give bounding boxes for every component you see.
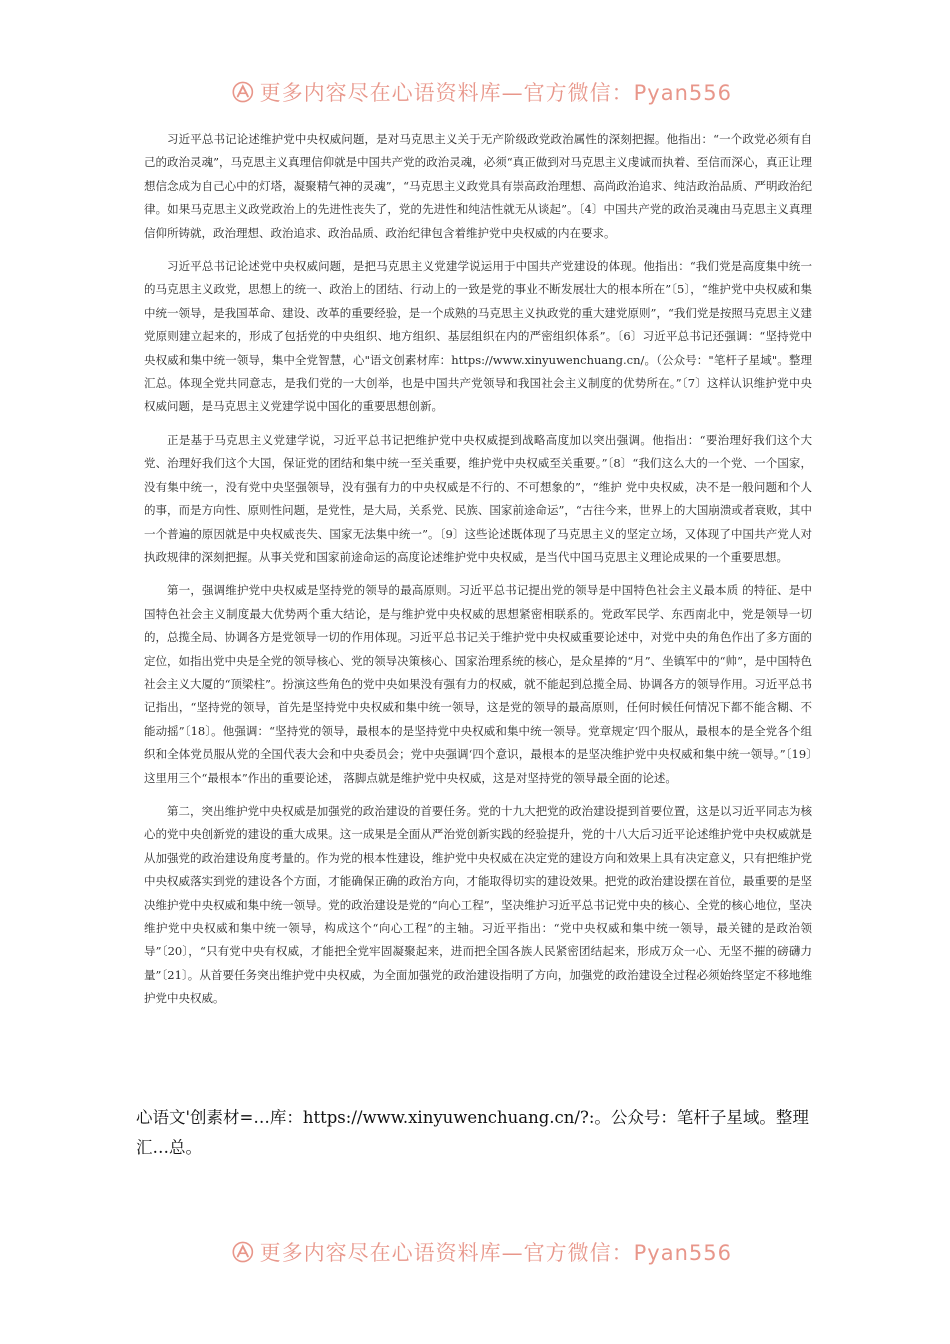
- paragraph-4: 第一，强调维护党中央权威是坚持党的领导的最高原则。习近平总书记提出党的领导是中国特色社会主义最本质 的特征、是中国特色社会主义制度最大优势两个重大结论，是与维护党中央权威的思想紧密相联系的。党政军民学、东西南北中，党是领导一切的，总揽全局、协调各方是党领导一切的作用体现。习近平总书记关于维护党中央权威重要论述中，对党中央的角色作出了多方面的定位，如指出党中央是全党的领导核心、党的领导决策核心、国家治理系统的核心，是众星捧的“月”、坐镇军中的“帅”，是中国特色社会主义大厦的“顶梁柱”。扮演这些角色的党中央如果没有强有力的权威，就不能起到总揽全局、协调各方的领导作用。习近平总书记指出，“坚持党的领导，首先是坚持党中央权威和集中统一领导，这是党的领导的最高原则，任何时候任何情况下都不能含糊、不能动摇”〔18〕。他强调：“坚持党的领导，最根本的是坚持党中央权威和集中统一领导。党章规定‘四个服从，最根本的是全党各个组织和全体党员服从党的全国代表大会和中央委员会；党中央强调‘四个意识，最根本的是坚决维护党中央权威和集中统一领导。”〔19〕这里用三个“最根本”作出的重要论述， 落脚点就是维护党中央权威，这是对坚持党的领导最全面的论述。: [144, 583, 812, 785]
- header-banner: [232, 74, 732, 110]
- paragraph-1: 习近平总书记论述维护党中央权威问题，是对马克思主义关于无产阶级政党政治属性的深刻把握。他指出：“一个政党必须有自己的政治灵魂”，马克思主义真理信仰就是中国共产党的政治灵魂，必须“真正做到对马克思主义虔诚而执着、至信而深心，真正让理想信念成为自己心中的灯塔，凝聚精气神的灵魂”，“马克思主义政党具有崇高政治理想、高尚政治追求、纯洁政治品质、严明政治纪律。如果马克思主义政党政治上的先进性丧失了，党的先进性和纯洁性就无从谈起”。〔4〕中国共产党的政治灵魂由马克思主义真理信仰所铸就，政治理想、政治追求、政治品质、政治纪律包含着维护党中央权威的内在要求。: [144, 132, 812, 240]
- logo-icon: [232, 1235, 254, 1269]
- logo-icon: [232, 75, 254, 109]
- footer-banner: [232, 1234, 732, 1270]
- source-note: 心语文'创素材=…库：https://www.xinyuwenchuang.cn/?:。公众号：笔杆子星域。整理汇…总。: [136, 1108, 809, 1157]
- banner-text: 更多内容尽在心语资料库—官方微信：Pyan556: [259, 81, 732, 105]
- paragraph-3: 正是基于马克思主义党建学说，习近平总书记把维护党中央权威提到战略高度加以突出强调。他指出：“要治理好我们这个大党、治理好我们这个大国，保证党的团结和集中统一至关重要，维护党中央权威至关重要。”〔8〕“我们这么大的一个党、一个国家，没有集中统一，没有党中央坚强领导，没有强有力的中央权威是不行的、不可想象的”，“维护 党中央权威，决不是一般问题和个人的事，而是方向性、原则性问题，是党性，是大局，关系党、民族、国家前途命运”，“古往今来，世界上的大国崩溃或者衰败，其中一个普遍的原因就是中央权威丧失、国家无法集中统一”。〔9〕这些论述既体现了马克思主义的坚定立场，又体现了中国共产党人对执政规律的深刻把握。从事关党和国家前途命运的高度论述维护党中央权威，是当代中国马克思主义理论成果的一个重要思想。: [144, 432, 812, 564]
- paragraph-5: 第二，突出维护党中央权威是加强党的政治建设的首要任务。党的十九大把党的政治建设提到首要位置，这是以习近平同志为核心的党中央创新党的建设的重大成果。这一成果是全面从严治党创新实践的经验提升，党的十八大后习近平论述维护党中央权威就是从加强党的政治建设角度考量的。作为党的根本性建设，维护党中央权威在决定党的建设方向和效果上具有决定意义，只有把维护党中央权威落实到党的建设各个方面，才能确保正确的政治方向，才能取得切实的建设效果。把党的政治建设摆在首位，最重要的是坚决维护党中央权威和集中统一领导。党的政治建设是党的“向心工程”，坚决维护习近平总书记党中央的核心、全党的核心地位，坚决维护党中央权威和集中统一领导，构成这个“向心工程”的主轴。习近平指出：“党中央权威和集中统一领导，最关键的是政治领导”〔20〕，“只有党中央有权威，才能把全党牢固凝聚起来，进而把全国各族人民紧密团结起来，形成万众一心、无坚不摧的磅礴力量”〔21〕。从首要任务突出维护党中央权威，为全面加强党的政治建设指明了方向，加强党的政治建设全过程必须始终坚定不移地维护党中央权威。: [144, 803, 812, 1006]
- article-body: [144, 128, 812, 1021]
- paragraph-2: 习近平总书记论述党中央权威问题，是把马克思主义党建学说运用于中国共产党建设的体现。他指出：“我们党是高度集中统一的马克思主义政党，思想上的统一、政治上的团结、行动上的一致是党的事业不断发展壮大的根本所在”〔5〕，“维护党中央权威和集中统一领导，是我国革命、建设、改革的重要经验，是一个成熟的马克思主义执政党的重大建党原则”，“我们党是按照马克思主义建党原则建立起来的，形成了包括党的中央组织、地方组织、基层组织在内的严密组织体系”。〔6〕习近平总书记还强调：“坚持党中央权威和集中统一领导，集中全党智慧，心"语文创素材库：https://www.xinyuwenchuang.cn/。（公众号："笔杆子星域"。整理汇总。体现全党共同意志，是我们党的一大创举，也是中国共产党领导和我国社会主义制度的优势所在。”〔7〕这样认识维护党中央权威问题，是马克思主义党建学说中国化的重要思想创新。: [144, 259, 812, 414]
- banner-text: 更多内容尽在心语资料库—官方微信：Pyan556: [259, 1241, 732, 1265]
